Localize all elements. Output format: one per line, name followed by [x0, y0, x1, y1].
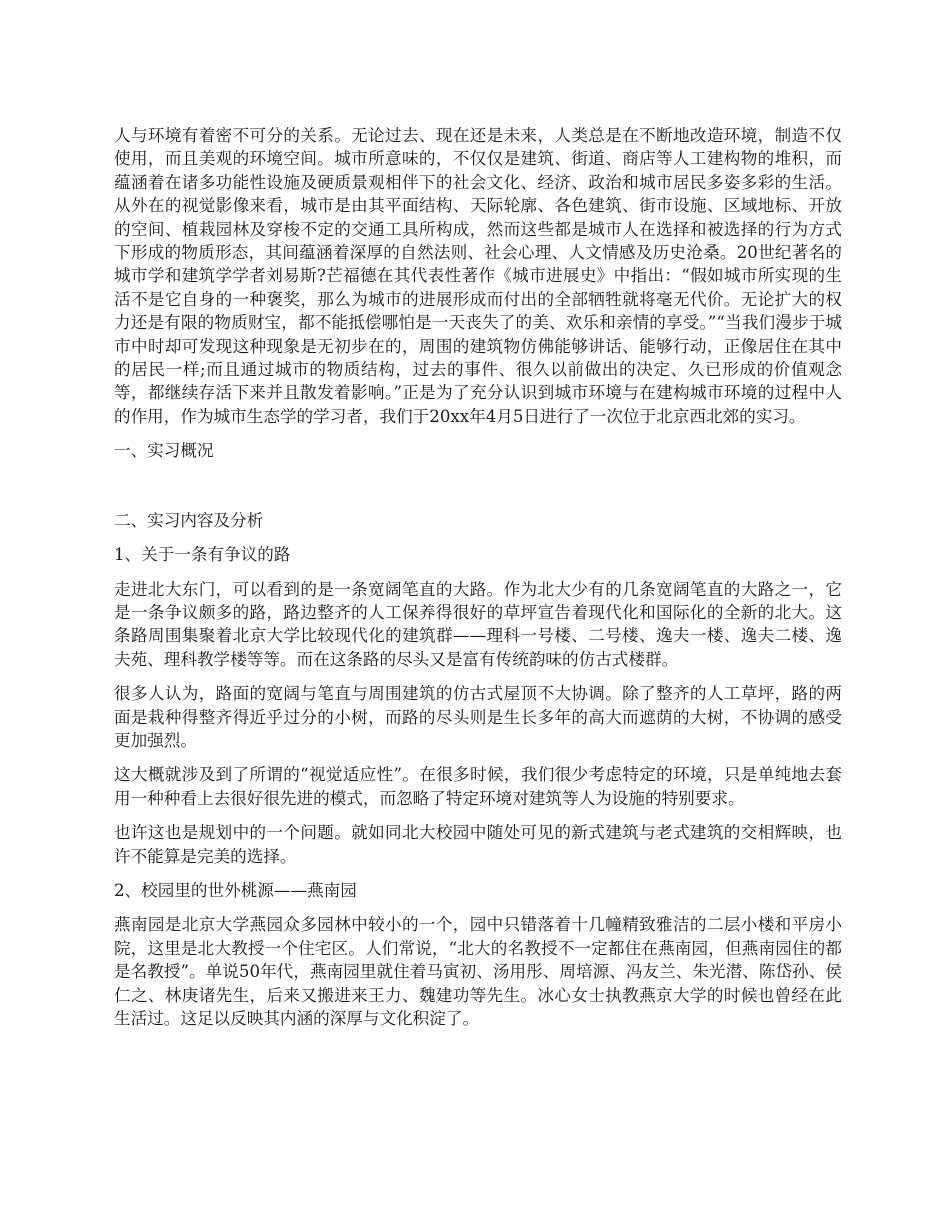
blank-space	[114, 474, 842, 509]
intro-paragraph: 人与环境有着密不可分的关系。无论过去、现在还是未来，人类总是在不断地改造环境，制造不仅使用，而且美观的环境空间。城市所意味的，不仅仅是建筑、街道、商店等人工建构物的堆积，而蕴涵着在诸多功能性设施及硬质景观相伴下的社会文化、经济、政治和城市居民多姿多彩的生活。从外在的视觉影像来看，城市是由其平面结构、天际轮廓、各色建筑、街市设施、区域地标、开放的空间、植栽园林及穿梭不定的交通工具所构成，然而这些都是城市人在选择和被选择的行为方式下形成的物质形态，其间蕴涵着深厚的自然法则、社会心理、人文情感及历史沧桑。20世纪著名的城市学和建筑学学者刘易斯?芒福德在其代表性著作《城市进展史》中指出：“假如城市所实现的生活不是它自身的一种褒奖，那么为城市的进展形成而付出的全部牺牲就将毫无代价。无论扩大的权力还是有限的物质财宝，都不能抵偿哪怕是一天丧失了的美、欢乐和亲情的享受。”“当我们漫步于城市中时却可发现这种现象是无初步在的，周围的建筑物仿佛能够讲话、能够行动，正像居住在其中的居民一样;而且通过城市的物质结构，过去的事件、很久以前做出的决定、久已形成的价值观念等，都继续存活下来并且散发着影响。”正是为了充分认识到城市环境与在建构城市环境的过程中人的作用，作为城市生态学的学习者，我们于20xx年4月5日进行了一次位于北京西北郊的实习。	[114, 126, 842, 426]
subheading-road: 1、关于一条有争议的路	[114, 545, 291, 565]
paragraph-road-3: 这大概就涉及到了所谓的“视觉适应性”。在很多时候，我们很少考虑特定的环境，只是单纯地去套用一种种看上去很好很先进的模式，而忽略了特定环境对建筑等人为设施的特别要求。	[114, 765, 842, 808]
document-body	[114, 124, 842, 1041]
paragraph-road-2: 很多人认为，路面的宽阔与笔直与周围建筑的仿古式屋顶不大协调。除了整齐的人工草坪，路的两面是栽种得整齐得近乎过分的小树，而路的尽头则是生长多年的高大而遮荫的大树，不协调的感受更加强烈。	[114, 684, 842, 750]
paragraph-yannan-garden: 燕南园是北京大学燕园众多园林中较小的一个，园中只错落着十几幢精致雅洁的二层小楼和平房小院，这里是北大教授一个住宅区。人们常说，“北大的名教授不一定都住在燕南园，但燕南园住的都是名教授”。单说50年代，燕南园里就住着马寅初、汤用彤、周培源、冯友兰、朱光潜、陈岱孙、侯仁之、林庚诸先生，后来又搬进来王力、魏建功等先生。冰心女士执教燕京大学的时候也曾经在此生活过。这足以反映其内涵的深厚与文化积淀了。	[114, 915, 842, 1028]
section-heading-overview: 一、实习概况	[114, 441, 214, 461]
section-heading-content: 二、实习内容及分析	[114, 510, 264, 530]
paragraph-road-1: 走进北大东门，可以看到的是一条宽阔笔直的大路。作为北大少有的几条宽阔笔直的大路之一，它是一条争议颇多的路，路边整齐的人工保养得很好的草坪宣告着现代化和国际化的全新的北大。这条路周围集聚着北京大学比较现代化的建筑群——理科一号楼、二号楼、逸夫一楼、逸夫二楼、逸夫苑、理科教学楼等等。而在这条路的尽头又是富有传统韵味的仿古式楼群。	[114, 579, 842, 669]
subheading-yannan-garden: 2、校园里的世外桃源——燕南园	[114, 880, 357, 900]
paragraph-road-4: 也许这也是规划中的一个问题。就如同北大校园中随处可见的新式建筑与老式建筑的交相辉映，也许不能算是完美的选择。	[114, 823, 842, 866]
